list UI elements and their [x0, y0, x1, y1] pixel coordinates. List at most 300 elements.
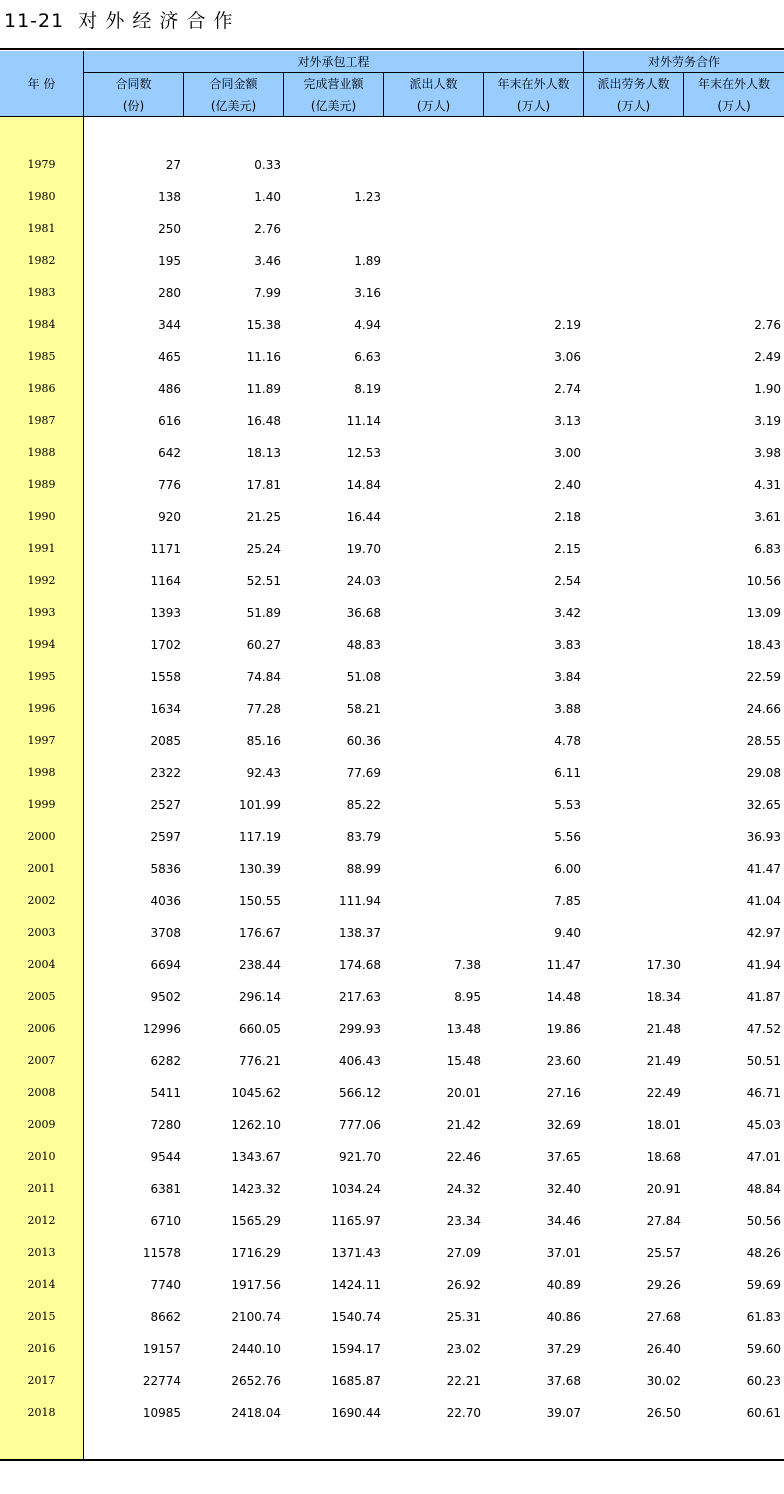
value-cell: 19.86 [546, 1022, 581, 1036]
top-rule [0, 48, 784, 50]
value-cell [685, 181, 781, 213]
column-header-name: 合同金额 [209, 77, 258, 91]
value-cell: 60.61 [746, 1406, 781, 1420]
value-cell: 5411 [150, 1086, 181, 1100]
column-header-unit: (万人) [717, 99, 751, 113]
value-cell: 22.70 [446, 1406, 481, 1420]
value-cell: 7.99 [254, 286, 281, 300]
value-cell: 18.43 [746, 638, 781, 652]
value-cell: 117.19 [239, 830, 281, 844]
value-cell: 4.31 [754, 478, 781, 492]
value-cell: 6.00 [554, 862, 581, 876]
value-cell: 19.70 [346, 542, 381, 556]
table-row [0, 949, 784, 981]
value-cell: 41.94 [746, 958, 781, 972]
value-cell: 2440.10 [231, 1342, 281, 1356]
value-cell [485, 149, 581, 181]
value-cell: 10985 [142, 1406, 181, 1420]
value-cell: 1423.32 [231, 1182, 281, 1196]
value-cell [385, 277, 481, 309]
value-cell: 36.93 [746, 830, 781, 844]
value-cell: 26.40 [646, 1342, 681, 1356]
value-cell [385, 917, 481, 949]
value-cell [285, 149, 381, 181]
year-cell: 2016 [27, 1342, 56, 1355]
value-cell: 642 [158, 446, 181, 460]
value-cell: 660.05 [239, 1022, 281, 1036]
value-cell: 52.51 [246, 574, 281, 588]
year-cell: 2018 [27, 1406, 56, 1419]
value-cell [685, 277, 781, 309]
table-row [0, 1269, 784, 1301]
value-cell [385, 341, 481, 373]
value-cell: 1343.67 [231, 1150, 281, 1164]
value-cell [385, 245, 481, 277]
value-cell: 77.28 [246, 702, 281, 716]
year-cell: 2001 [27, 862, 56, 875]
value-cell: 24.32 [446, 1182, 481, 1196]
year-cell: 1986 [27, 382, 56, 395]
value-cell [285, 213, 381, 245]
value-cell [485, 213, 581, 245]
value-cell: 41.87 [746, 990, 781, 1004]
value-cell: 776 [158, 478, 181, 492]
value-cell: 0.33 [254, 158, 281, 172]
table-row [0, 629, 784, 661]
table-row [0, 1237, 784, 1269]
year-cell: 1998 [27, 766, 56, 779]
value-cell [485, 181, 581, 213]
year-cell: 1992 [27, 574, 56, 587]
table-row [0, 1045, 784, 1077]
value-cell: 24.03 [346, 574, 381, 588]
value-cell [585, 245, 681, 277]
value-cell: 1917.56 [231, 1278, 281, 1292]
value-cell: 47.01 [746, 1150, 781, 1164]
table-row [0, 725, 784, 757]
table-row [0, 789, 784, 821]
value-cell: 1685.87 [331, 1374, 381, 1388]
year-cell: 1993 [27, 606, 56, 619]
table-row [0, 277, 784, 309]
value-cell: 9.40 [554, 926, 581, 940]
value-cell: 3.06 [554, 350, 581, 364]
value-cell: 48.84 [746, 1182, 781, 1196]
value-cell [585, 693, 681, 725]
value-cell: 2527 [150, 798, 181, 812]
value-cell: 5.53 [554, 798, 581, 812]
year-cell: 1988 [27, 446, 56, 459]
year-cell: 2006 [27, 1022, 56, 1035]
year-cell: 1984 [27, 318, 56, 331]
value-cell: 20.01 [446, 1086, 481, 1100]
value-cell: 4.78 [554, 734, 581, 748]
value-cell: 32.69 [546, 1118, 581, 1132]
year-cell: 1983 [27, 286, 56, 299]
value-cell: 2085 [150, 734, 181, 748]
value-cell: 21.25 [246, 510, 281, 524]
value-cell [585, 309, 681, 341]
value-cell: 5.56 [554, 830, 581, 844]
value-cell: 32.40 [546, 1182, 581, 1196]
column-header-name: 派出劳务人数 [597, 77, 670, 91]
value-cell: 15.38 [246, 318, 281, 332]
value-cell: 3.88 [554, 702, 581, 716]
value-cell: 25.31 [446, 1310, 481, 1324]
year-cell: 1999 [27, 798, 56, 811]
value-cell: 2.76 [754, 318, 781, 332]
value-cell: 22.46 [446, 1150, 481, 1164]
value-cell: 920 [158, 510, 181, 524]
value-cell: 19157 [142, 1342, 181, 1356]
value-cell: 22.59 [746, 670, 781, 684]
value-cell: 2597 [150, 830, 181, 844]
value-cell: 1393 [150, 606, 181, 620]
value-cell [585, 277, 681, 309]
value-cell: 47.52 [746, 1022, 781, 1036]
value-cell: 9502 [150, 990, 181, 1004]
value-cell: 39.07 [546, 1406, 581, 1420]
value-cell: 14.48 [546, 990, 581, 1004]
value-cell: 27.68 [646, 1310, 681, 1324]
value-cell: 1540.74 [331, 1310, 381, 1324]
value-cell [385, 789, 481, 821]
column-header-unit: (万人) [416, 99, 451, 113]
value-cell: 8.95 [454, 990, 481, 1004]
year-cell: 2007 [27, 1054, 56, 1067]
value-cell [485, 245, 581, 277]
value-cell [385, 373, 481, 405]
value-cell: 32.65 [746, 798, 781, 812]
table-row [0, 181, 784, 213]
value-cell: 3.83 [554, 638, 581, 652]
value-cell: 777.06 [339, 1118, 381, 1132]
value-cell: 61.83 [746, 1310, 781, 1324]
value-cell: 176.67 [239, 926, 281, 940]
table-row [0, 245, 784, 277]
value-cell [685, 245, 781, 277]
column-header-name: 完成营业额 [303, 77, 364, 91]
value-cell [585, 405, 681, 437]
value-cell [385, 661, 481, 693]
value-cell: 280 [158, 286, 181, 300]
value-cell: 15.48 [446, 1054, 481, 1068]
year-cell: 2011 [27, 1182, 56, 1195]
value-cell: 296.14 [239, 990, 281, 1004]
value-cell: 59.60 [746, 1342, 781, 1356]
value-cell [385, 469, 481, 501]
table-row [0, 1173, 784, 1205]
value-cell: 7.38 [454, 958, 481, 972]
value-cell: 6694 [150, 958, 181, 972]
value-cell: 1371.43 [331, 1246, 381, 1260]
value-cell [585, 373, 681, 405]
value-cell: 138.37 [339, 926, 381, 940]
table-row [0, 917, 784, 949]
value-cell: 1034.24 [331, 1182, 381, 1196]
value-cell [385, 821, 481, 853]
value-cell: 26.92 [446, 1278, 481, 1292]
value-cell: 37.29 [546, 1342, 581, 1356]
value-cell: 1424.11 [331, 1278, 381, 1292]
year-cell: 1997 [27, 734, 56, 747]
value-cell: 921.70 [339, 1150, 381, 1164]
year-cell: 1996 [27, 702, 56, 715]
value-cell: 1565.29 [231, 1214, 281, 1228]
value-cell [585, 629, 681, 661]
value-cell: 45.03 [746, 1118, 781, 1132]
value-cell: 5836 [150, 862, 181, 876]
value-cell: 1171 [150, 542, 181, 556]
value-cell: 60.36 [346, 734, 381, 748]
value-cell [585, 885, 681, 917]
value-cell: 566.12 [339, 1086, 381, 1100]
value-cell: 50.51 [746, 1054, 781, 1068]
value-cell [685, 149, 781, 181]
value-cell: 1634 [150, 702, 181, 716]
value-cell: 34.46 [546, 1214, 581, 1228]
value-cell: 3.46 [254, 254, 281, 268]
table-row [0, 757, 784, 789]
year-cell: 1980 [27, 190, 56, 203]
value-cell: 18.34 [646, 990, 681, 1004]
table-row [0, 309, 784, 341]
value-cell: 2322 [150, 766, 181, 780]
value-cell: 3.16 [354, 286, 381, 300]
value-cell: 60.27 [246, 638, 281, 652]
value-cell: 2418.04 [231, 1406, 281, 1420]
value-cell: 25.57 [646, 1246, 681, 1260]
value-cell: 1262.10 [231, 1118, 281, 1132]
value-cell: 111.94 [339, 894, 381, 908]
year-cell: 1987 [27, 414, 56, 427]
year-cell: 1991 [27, 542, 56, 555]
table-row [0, 149, 784, 181]
value-cell: 85.16 [246, 734, 281, 748]
value-cell [385, 501, 481, 533]
year-cell: 2008 [27, 1086, 56, 1099]
value-cell [585, 501, 681, 533]
year-cell: 2013 [27, 1246, 56, 1259]
year-cell: 2009 [27, 1118, 56, 1131]
value-cell [585, 853, 681, 885]
value-cell: 130.39 [239, 862, 281, 876]
value-cell: 18.01 [646, 1118, 681, 1132]
value-cell: 37.01 [546, 1246, 581, 1260]
value-cell: 6282 [150, 1054, 181, 1068]
year-cell: 2017 [27, 1374, 56, 1387]
year-cell: 1990 [27, 510, 56, 523]
year-cell: 1981 [27, 222, 56, 235]
header-rule [0, 116, 784, 117]
value-cell: 1702 [150, 638, 181, 652]
column-header-name: 年末在外人数 [697, 77, 770, 91]
value-cell: 20.91 [646, 1182, 681, 1196]
year-cell: 1982 [27, 254, 56, 267]
value-cell: 2.19 [554, 318, 581, 332]
value-cell [585, 661, 681, 693]
year-cell: 1995 [27, 670, 56, 683]
group-header-labor: 对外劳务合作 [647, 55, 720, 69]
value-cell: 465 [158, 350, 181, 364]
value-cell: 150.55 [239, 894, 281, 908]
table-row [0, 565, 784, 597]
value-cell: 1558 [150, 670, 181, 684]
value-cell: 40.86 [546, 1310, 581, 1324]
year-cell: 1989 [27, 478, 56, 491]
value-cell: 37.68 [546, 1374, 581, 1388]
value-cell: 1.40 [254, 190, 281, 204]
value-cell: 776.21 [239, 1054, 281, 1068]
value-cell: 1165.97 [331, 1214, 381, 1228]
table-row [0, 1397, 784, 1429]
value-cell: 12.53 [346, 446, 381, 460]
value-cell: 51.89 [246, 606, 281, 620]
column-header-unit: (份) [122, 99, 145, 113]
value-cell [385, 853, 481, 885]
value-cell: 2.40 [554, 478, 581, 492]
value-cell: 92.43 [246, 766, 281, 780]
year-cell: 2004 [27, 958, 56, 971]
table-row [0, 373, 784, 405]
value-cell [385, 725, 481, 757]
year-cell: 1979 [27, 158, 56, 171]
value-cell [585, 725, 681, 757]
value-cell: 9544 [150, 1150, 181, 1164]
group-header-contract: 对外承包工程 [297, 55, 370, 69]
table-row [0, 1365, 784, 1397]
value-cell [585, 597, 681, 629]
year-header: 年 份 [27, 77, 56, 91]
table-row [0, 853, 784, 885]
value-cell [385, 693, 481, 725]
value-cell: 13.48 [446, 1022, 481, 1036]
value-cell [385, 757, 481, 789]
value-cell: 10.56 [746, 574, 781, 588]
value-cell: 11.89 [246, 382, 281, 396]
value-cell: 1.23 [354, 190, 381, 204]
value-cell: 27.09 [446, 1246, 481, 1260]
value-cell: 6710 [150, 1214, 181, 1228]
value-cell [585, 341, 681, 373]
value-cell [685, 213, 781, 245]
year-cell: 2014 [27, 1278, 56, 1291]
value-cell: 48.26 [746, 1246, 781, 1260]
value-cell: 3.00 [554, 446, 581, 460]
year-cell: 2010 [27, 1150, 56, 1163]
value-cell: 40.89 [546, 1278, 581, 1292]
value-cell: 238.44 [239, 958, 281, 972]
value-cell: 28.55 [746, 734, 781, 748]
value-cell: 17.30 [646, 958, 681, 972]
column-header-unit: (亿美元) [310, 99, 357, 113]
value-cell: 11.16 [246, 350, 281, 364]
value-cell: 486 [158, 382, 181, 396]
value-cell [585, 789, 681, 821]
column-header-unit: (万人) [516, 99, 551, 113]
value-cell: 46.71 [746, 1086, 781, 1100]
value-cell [385, 405, 481, 437]
value-cell: 6.83 [754, 542, 781, 556]
table-row [0, 597, 784, 629]
value-cell: 406.43 [339, 1054, 381, 1068]
value-cell [385, 565, 481, 597]
value-cell [585, 821, 681, 853]
value-cell: 58.21 [346, 702, 381, 716]
value-cell: 2652.76 [231, 1374, 281, 1388]
value-cell: 299.93 [339, 1022, 381, 1036]
value-cell: 22.49 [646, 1086, 681, 1100]
value-cell: 3.19 [754, 414, 781, 428]
value-cell: 4.94 [354, 318, 381, 332]
value-cell: 195 [158, 254, 181, 268]
value-cell: 16.44 [346, 510, 381, 524]
column-header-name: 派出人数 [409, 77, 458, 91]
value-cell: 24.66 [746, 702, 781, 716]
value-cell: 30.02 [646, 1374, 681, 1388]
column-header-unit: (亿美元) [210, 99, 257, 113]
value-cell: 59.69 [746, 1278, 781, 1292]
value-cell [585, 757, 681, 789]
table-row [0, 469, 784, 501]
value-cell [585, 917, 681, 949]
value-cell: 22.21 [446, 1374, 481, 1388]
table-row [0, 1013, 784, 1045]
table-header [0, 51, 784, 117]
table-row [0, 437, 784, 469]
value-cell: 21.49 [646, 1054, 681, 1068]
value-cell: 77.69 [346, 766, 381, 780]
value-cell: 21.42 [446, 1118, 481, 1132]
value-cell: 1045.62 [231, 1086, 281, 1100]
value-cell [585, 213, 681, 245]
column-header-name: 年末在外人数 [497, 77, 570, 91]
value-cell: 3708 [150, 926, 181, 940]
value-cell: 23.60 [546, 1054, 581, 1068]
value-cell: 6.63 [354, 350, 381, 364]
value-cell: 14.84 [346, 478, 381, 492]
value-cell: 1.89 [354, 254, 381, 268]
value-cell: 22774 [142, 1374, 181, 1388]
year-cell: 2005 [27, 990, 56, 1003]
value-cell: 1594.17 [331, 1342, 381, 1356]
value-cell [585, 469, 681, 501]
value-cell: 27 [165, 158, 181, 172]
value-cell: 74.84 [246, 670, 281, 684]
value-cell: 217.63 [339, 990, 381, 1004]
value-cell: 21.48 [646, 1022, 681, 1036]
value-cell: 42.97 [746, 926, 781, 940]
value-cell: 12996 [142, 1022, 181, 1036]
table-row [0, 821, 784, 853]
value-cell: 2.54 [554, 574, 581, 588]
value-cell: 2.18 [554, 510, 581, 524]
table-row [0, 341, 784, 373]
year-cell: 2015 [27, 1310, 56, 1323]
table-row [0, 1333, 784, 1365]
value-cell: 2.49 [754, 350, 781, 364]
value-cell: 1164 [150, 574, 181, 588]
column-header-name: 合同数 [115, 77, 152, 91]
value-cell [385, 885, 481, 917]
year-cell: 1985 [27, 350, 56, 363]
value-cell: 2.15 [554, 542, 581, 556]
value-cell: 8662 [150, 1310, 181, 1324]
value-cell [385, 533, 481, 565]
value-cell: 11578 [142, 1246, 181, 1260]
value-cell: 50.56 [746, 1214, 781, 1228]
value-cell: 6.11 [554, 766, 581, 780]
